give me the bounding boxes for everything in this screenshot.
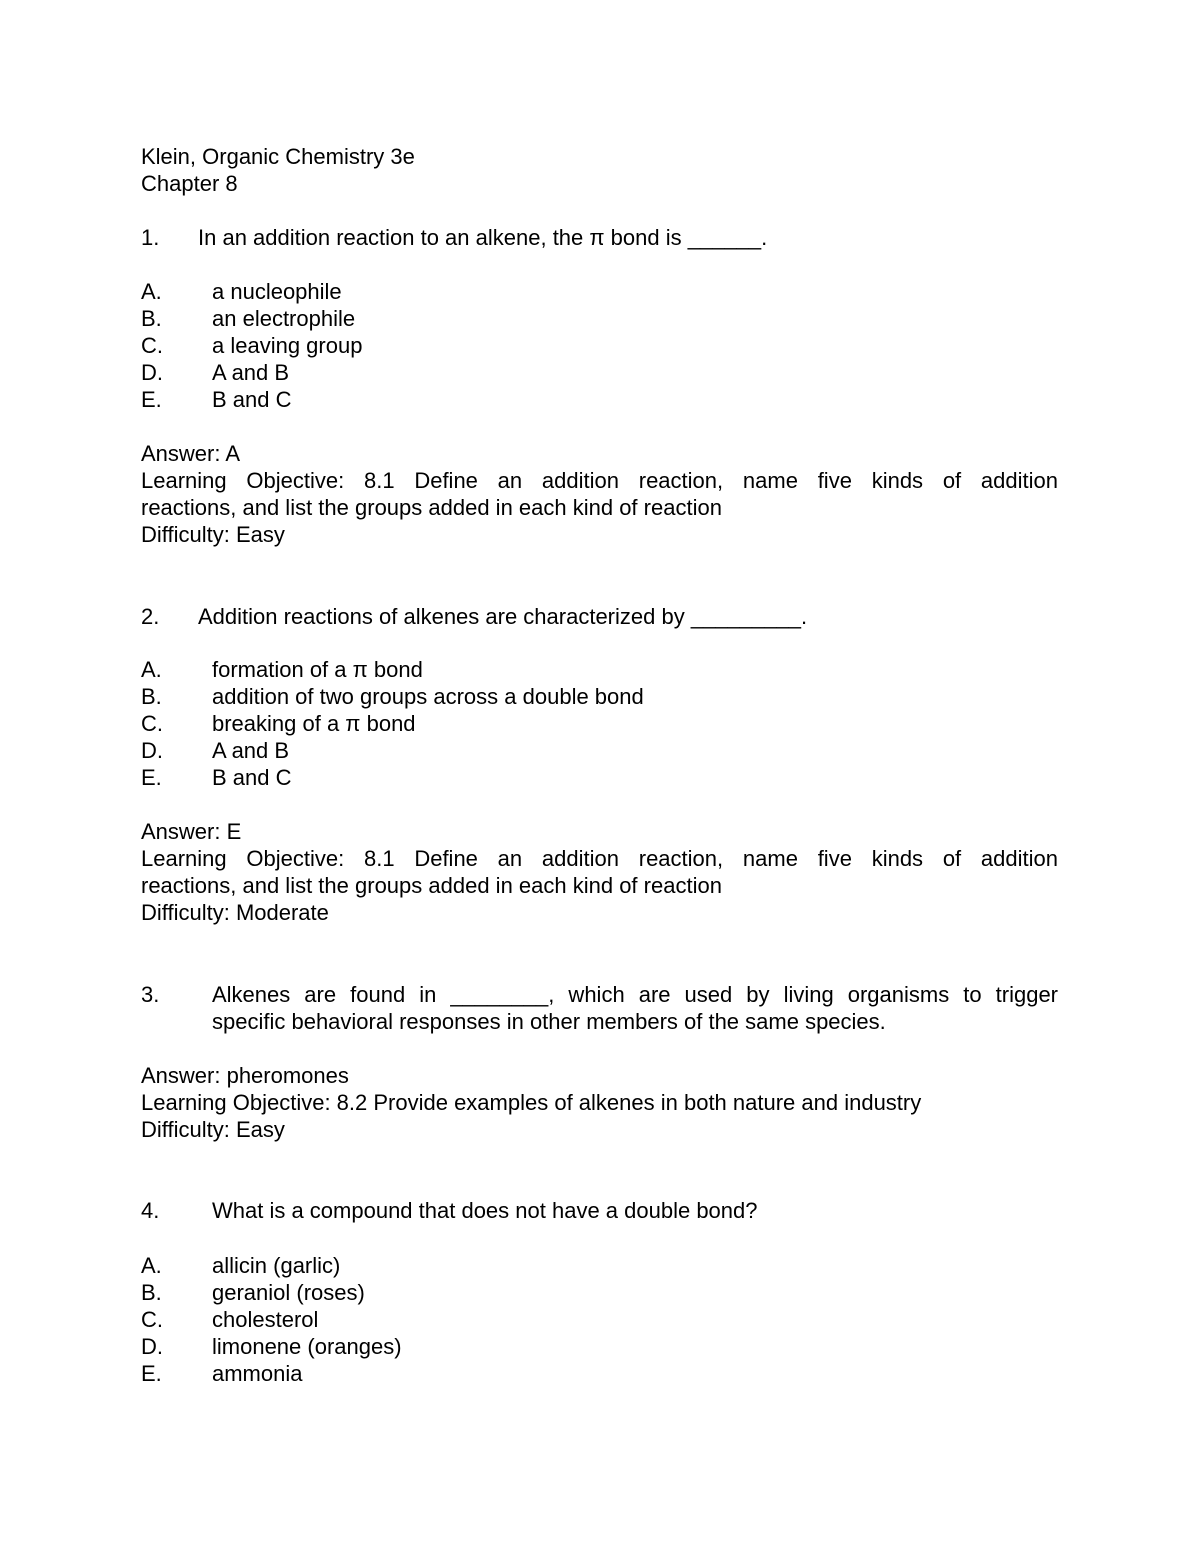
option-letter: B. xyxy=(141,306,162,331)
question-text: In an addition reaction to an alkene, the π bond is ______. xyxy=(198,225,768,250)
document-header xyxy=(141,143,1058,197)
option-row xyxy=(141,359,1058,386)
question-1-options xyxy=(141,278,1058,413)
option-letter: D. xyxy=(141,360,163,385)
question-2-options xyxy=(141,656,1058,791)
option-text: an electrophile xyxy=(212,306,356,331)
option-row xyxy=(141,1306,1058,1333)
question-3 xyxy=(141,981,1058,1035)
option-letter: B. xyxy=(141,1280,162,1305)
option-letter: E. xyxy=(141,1361,162,1386)
option-text: formation of a π bond xyxy=(212,657,423,682)
option-row xyxy=(141,278,1058,305)
option-row xyxy=(141,710,1058,737)
option-text: allicin (garlic) xyxy=(212,1253,341,1278)
question-text: What is a compound that does not have a double bond? xyxy=(212,1198,758,1223)
option-row xyxy=(141,1333,1058,1360)
option-letter: D. xyxy=(141,738,163,763)
difficulty-text: Difficulty: Moderate xyxy=(141,900,329,925)
answer-text: Answer: pheromones xyxy=(141,1063,349,1088)
option-letter: D. xyxy=(141,1334,163,1359)
option-text: addition of two groups across a double bond xyxy=(212,684,644,709)
question-2 xyxy=(141,603,1058,630)
option-text: B and C xyxy=(212,765,292,790)
option-row xyxy=(141,386,1058,413)
option-letter: C. xyxy=(141,333,163,358)
option-letter: C. xyxy=(141,1307,163,1332)
option-text: breaking of a π bond xyxy=(212,711,416,736)
option-letter: A. xyxy=(141,279,162,304)
option-text: limonene (oranges) xyxy=(212,1334,402,1359)
learning-objective-line2: reactions, and list the groups added in each kind of reaction xyxy=(141,873,722,898)
option-letter: C. xyxy=(141,711,163,736)
learning-objective-line1: Learning Objective: 8.1 Define an addition reaction, name five kinds of addition xyxy=(141,846,1058,871)
option-text: geraniol (roses) xyxy=(212,1280,365,1305)
option-letter: E. xyxy=(141,387,162,412)
chapter-label: Chapter 8 xyxy=(141,171,238,196)
option-row xyxy=(141,1279,1058,1306)
option-text: ammonia xyxy=(212,1361,303,1386)
option-letter: A. xyxy=(141,1253,162,1278)
learning-objective: Learning Objective: 8.2 Provide examples of alkenes in both nature and industry xyxy=(141,1090,922,1115)
option-letter: A. xyxy=(141,657,162,682)
option-letter: E. xyxy=(141,765,162,790)
document-title: Klein, Organic Chemistry 3e xyxy=(141,144,415,169)
option-row xyxy=(141,332,1058,359)
option-text: cholesterol xyxy=(212,1307,319,1332)
option-text: B and C xyxy=(212,387,292,412)
option-row xyxy=(141,305,1058,332)
question-number: 2. xyxy=(141,604,160,629)
option-row xyxy=(141,683,1058,710)
question-text-line1: Alkenes are found in ________, which are used by living organisms to trigger xyxy=(212,982,1058,1007)
learning-objective-line2: reactions, and list the groups added in each kind of reaction xyxy=(141,495,722,520)
question-3-answer-block xyxy=(141,1062,1058,1143)
question-number: 4. xyxy=(141,1198,160,1223)
option-text: A and B xyxy=(212,738,290,763)
question-1 xyxy=(141,224,1058,251)
option-text: a leaving group xyxy=(212,333,363,358)
difficulty-text: Difficulty: Easy xyxy=(141,1117,285,1142)
question-4 xyxy=(141,1197,1058,1224)
option-text: A and B xyxy=(212,360,290,385)
option-row xyxy=(141,656,1058,683)
question-4-options xyxy=(141,1252,1058,1387)
option-row xyxy=(141,1252,1058,1279)
answer-text: Answer: E xyxy=(141,819,242,844)
option-row xyxy=(141,1360,1058,1387)
option-row xyxy=(141,737,1058,764)
question-number: 1. xyxy=(141,225,160,250)
question-text: Addition reactions of alkenes are characterized by _________. xyxy=(198,604,808,629)
option-letter: B. xyxy=(141,684,162,709)
option-row xyxy=(141,764,1058,791)
question-text-line2: specific behavioral responses in other members of the same species. xyxy=(212,1009,886,1034)
learning-objective-line1: Learning Objective: 8.1 Define an addition reaction, name five kinds of addition xyxy=(141,468,1058,493)
question-2-answer-block xyxy=(141,818,1058,926)
option-text: a nucleophile xyxy=(212,279,342,304)
question-1-answer-block xyxy=(141,440,1058,548)
question-number: 3. xyxy=(141,982,160,1007)
difficulty-text: Difficulty: Easy xyxy=(141,522,285,547)
answer-text: Answer: A xyxy=(141,441,241,466)
